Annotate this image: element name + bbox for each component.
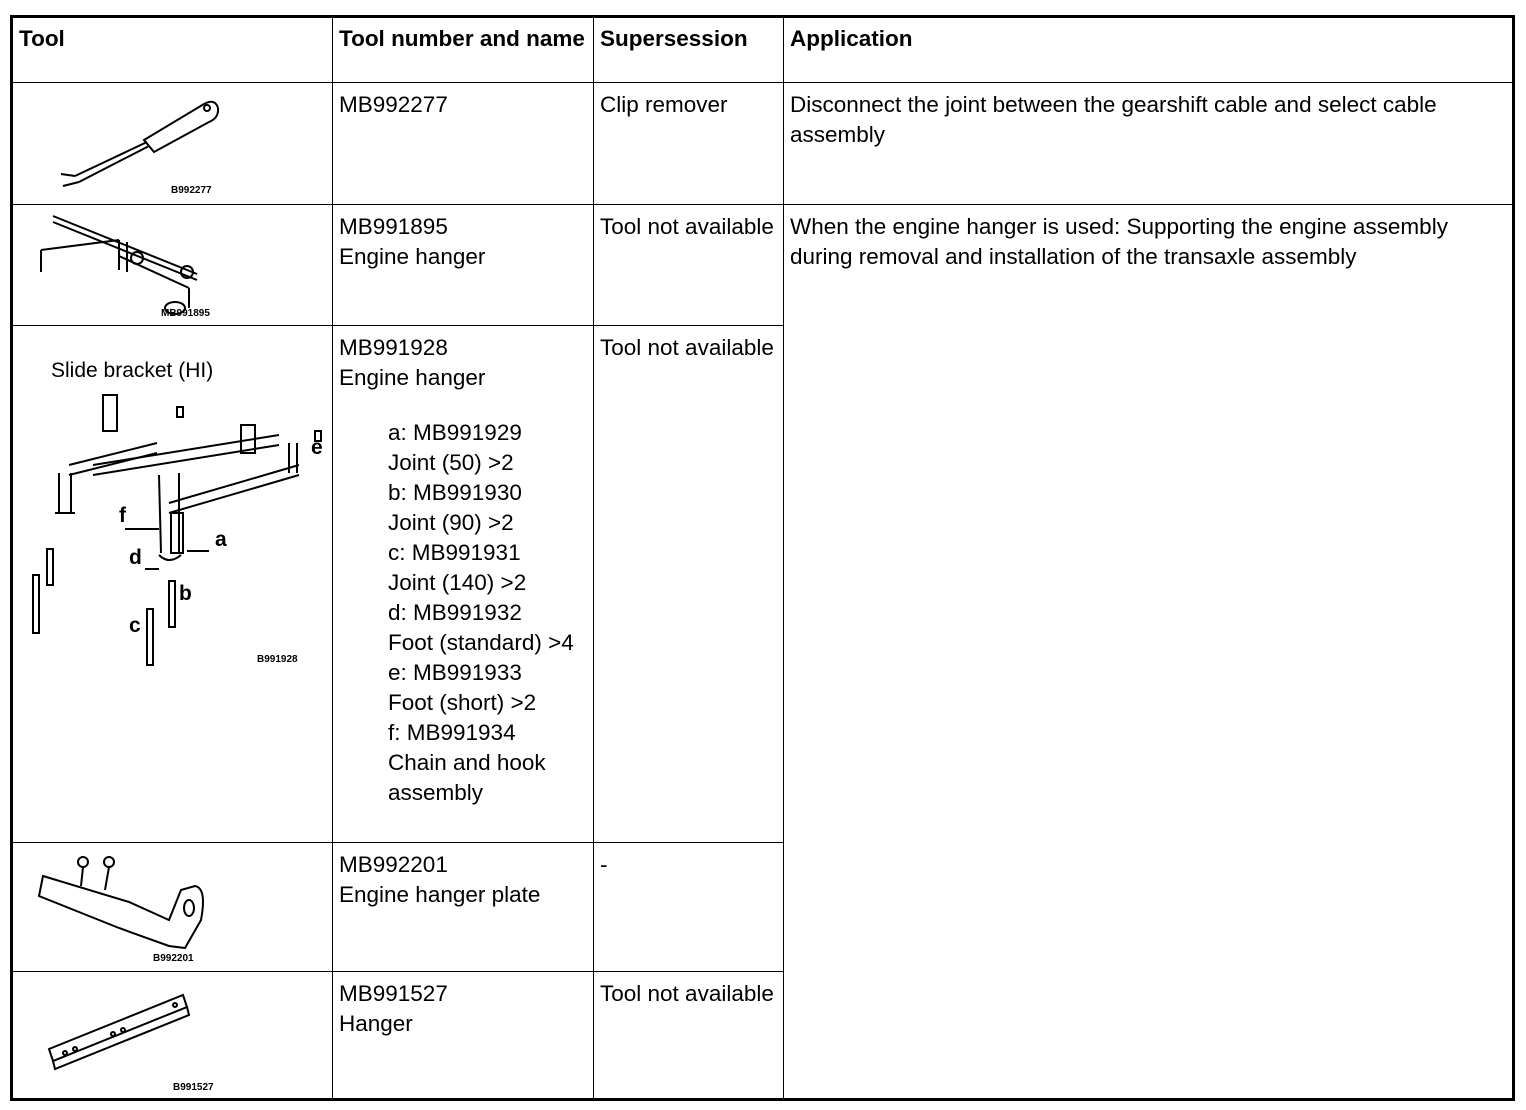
- part-name: Foot (short) >2: [388, 690, 537, 715]
- figure-label: d: [129, 546, 142, 569]
- figure-label: a: [215, 528, 227, 551]
- figure-code: B992201: [153, 953, 194, 964]
- hanger-figure: [19, 979, 326, 1097]
- tool-number-cell: [333, 843, 594, 972]
- figure-code: B991527: [173, 1082, 214, 1093]
- application-cell: When the engine hanger is used: Supporting the engine assembly during removal and installation of the transaxle assembly: [784, 205, 1514, 1100]
- supersession-cell: Tool not available: [594, 326, 784, 843]
- figure-label: c: [129, 614, 141, 637]
- header-tool-number-name: Tool number and name: [333, 17, 594, 83]
- header-supersession: Supersession: [594, 17, 784, 83]
- header-row: [12, 17, 1514, 83]
- tool-figure-cell: [12, 326, 333, 843]
- tool-number-cell: [333, 972, 594, 1100]
- part-number: f: MB991934: [388, 720, 516, 745]
- figure-label: b: [179, 582, 192, 605]
- supersession-cell: Tool not available: [594, 205, 784, 326]
- part-number: c: MB991931: [388, 540, 521, 565]
- clip-remover-figure: [19, 90, 326, 202]
- supersession-cell: -: [594, 843, 784, 972]
- engine-hanger-kit-figure: [19, 333, 326, 841]
- figure-code: B992277: [171, 185, 212, 196]
- supersession-cell: Tool not available: [594, 972, 784, 1100]
- tool-number: MB992277: [339, 92, 448, 117]
- tool-figure-cell: [12, 843, 333, 972]
- special-tools-table: [10, 15, 1515, 1101]
- tool-number: MB992201: [339, 852, 448, 877]
- header-application: Application: [784, 17, 1514, 83]
- part-name: Joint (140) >2: [388, 570, 527, 595]
- part-name: Joint (50) >2: [388, 450, 514, 475]
- part-name: Chain and hook assembly: [388, 750, 546, 805]
- engine-hanger-icon: [19, 212, 324, 323]
- figure-label: f: [119, 504, 126, 527]
- tool-number-cell: [333, 83, 594, 205]
- application-cell: Disconnect the joint between the gearshift cable and select cable assembly: [784, 83, 1514, 205]
- tool-number: MB991895: [339, 214, 448, 239]
- tool-name: Hanger: [339, 1011, 413, 1036]
- figure-title: Slide bracket (HI): [51, 359, 214, 382]
- tool-number-cell: [333, 326, 594, 843]
- header-tool: Tool: [12, 17, 333, 83]
- figure-label: e: [311, 436, 323, 459]
- tool-name: Engine hanger: [339, 244, 486, 269]
- part-number: b: MB991930: [388, 480, 522, 505]
- tool-name: Engine hanger: [339, 365, 486, 390]
- part-number: e: MB991933: [388, 660, 522, 685]
- figure-code: MB991895: [161, 308, 210, 319]
- tool-figure-cell: [12, 83, 333, 205]
- tool-number-cell: [333, 205, 594, 326]
- tool-number: MB991527: [339, 981, 448, 1006]
- part-name: Foot (standard) >4: [388, 630, 574, 655]
- engine-hanger-plate-figure: [19, 850, 326, 969]
- part-number: a: MB991929: [388, 420, 522, 445]
- engine-hanger-figure: [19, 212, 326, 323]
- figure-code: B991928: [257, 654, 298, 665]
- part-name: Joint (90) >2: [388, 510, 514, 535]
- supersession-cell: Clip remover: [594, 83, 784, 205]
- tool-name: Engine hanger plate: [339, 882, 541, 907]
- tool-figure-cell: [12, 205, 333, 326]
- engine-hanger-plate-icon: [19, 850, 324, 969]
- part-number: d: MB991932: [388, 600, 522, 625]
- hanger-icon: [19, 979, 324, 1097]
- parts-list: [339, 418, 587, 808]
- tool-figure-cell: [12, 972, 333, 1100]
- table-row: [12, 83, 1514, 205]
- tool-number: MB991928: [339, 335, 448, 360]
- table-row: [12, 205, 1514, 326]
